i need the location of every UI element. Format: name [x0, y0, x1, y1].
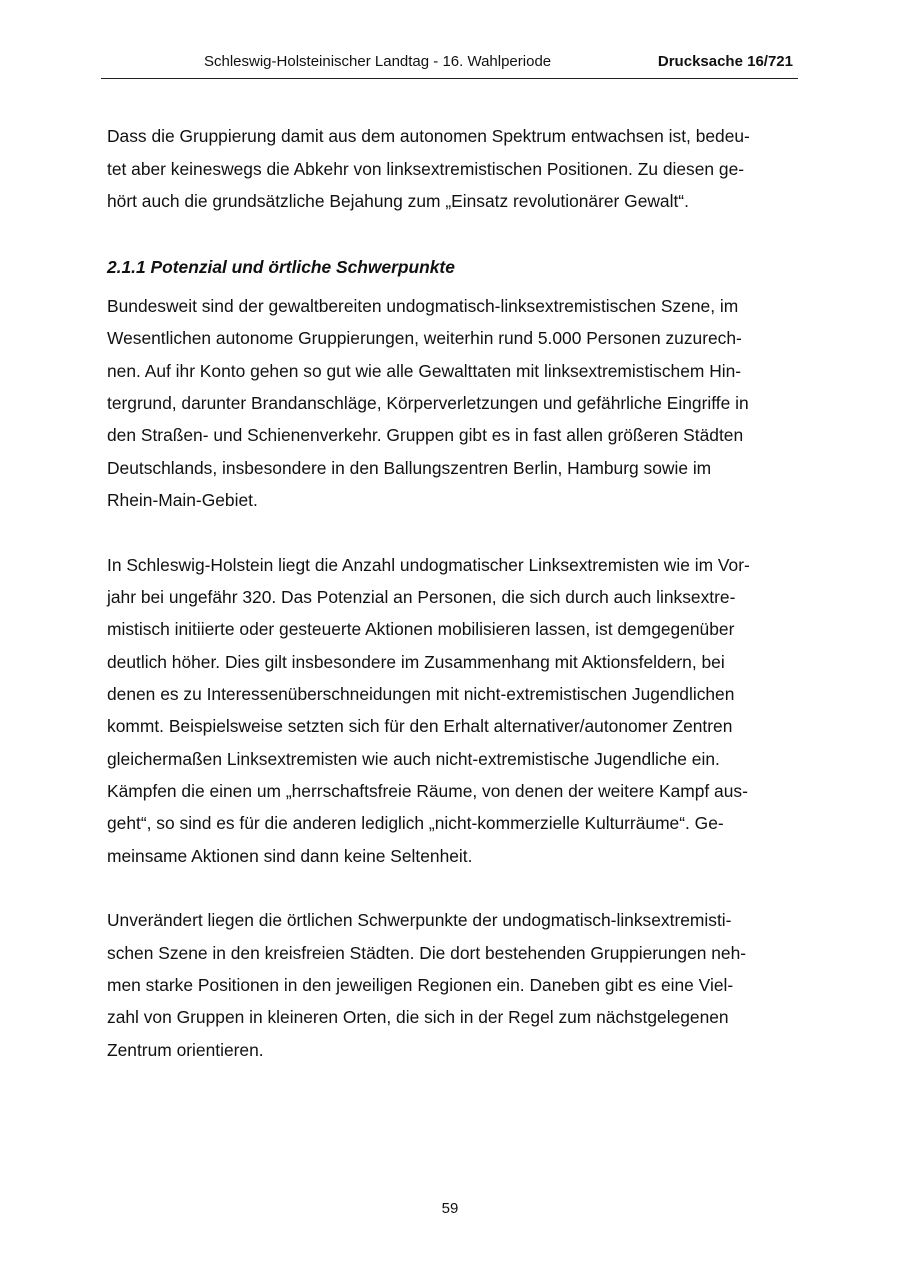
- text-line: schen Szene in den kreisfreien Städten. Die dort bestehenden Gruppierungen neh-: [107, 943, 747, 963]
- page-number: 59: [441, 1200, 459, 1217]
- text-line: Zentrum orientieren.: [107, 1040, 264, 1060]
- text-line: deutlich höher. Dies gilt insbesondere im Zusammenhang mit Aktionsfeldern, bei: [107, 652, 725, 672]
- text-line: Bundesweit sind der gewaltbereiten undogmatisch-linksextremistischen Szene, im: [107, 296, 739, 316]
- text-line: hört auch die grundsätzliche Bejahung zum „Einsatz revolutionärer Gewalt“.: [107, 191, 689, 211]
- text-line: tet aber keineswegs die Abkehr von linksextremistischen Positionen. Zu diesen ge-: [107, 159, 745, 179]
- text-line: kommt. Beispielsweise setzten sich für den Erhalt alternativer/autonomer Zentren: [107, 716, 733, 736]
- text-line: Unverändert liegen die örtlichen Schwerpunkte der undogmatisch-linksextremisti-: [107, 910, 732, 930]
- text-line: Kämpfen die einen um „herrschaftsfreie Räume, von denen der weitere Kampf aus-: [107, 781, 748, 801]
- text-line: den Straßen- und Schienenverkehr. Gruppen gibt es in fast allen größeren Städten: [107, 425, 744, 445]
- text-line: nen. Auf ihr Konto gehen so gut wie alle Gewalttaten mit linksextremistischem Hin-: [107, 361, 742, 381]
- text-line: geht“, so sind es für die anderen lediglich „nicht-kommerzielle Kulturräume“. Ge-: [107, 813, 724, 833]
- text-line: Deutschlands, insbesondere in den Ballungszentren Berlin, Hamburg sowie im: [107, 458, 712, 478]
- text-line: denen es zu Interessenüberschneidungen mit nicht-extremistischen Jugendlichen: [107, 684, 735, 704]
- section-heading: 2.1.1 Potenzial und örtliche Schwerpunkte: [107, 257, 455, 277]
- text-line: Wesentlichen autonome Gruppierungen, weiterhin rund 5.000 Personen zuzurech-: [107, 328, 742, 348]
- text-line: meinsame Aktionen sind dann keine Seltenheit.: [107, 846, 473, 866]
- text-line: mistisch initiierte oder gesteuerte Aktionen mobilisieren lassen, ist demgegenüber: [107, 619, 735, 639]
- text-line: In Schleswig-Holstein liegt die Anzahl undogmatischer Linksextremisten wie im Vor-: [107, 555, 750, 575]
- text-line: men starke Positionen in den jeweiligen Regionen ein. Daneben gibt es eine Viel-: [107, 975, 734, 995]
- text-line: jahr bei ungefähr 320. Das Potenzial an Personen, die sich durch auch linksextre-: [107, 587, 736, 607]
- text-line: tergrund, darunter Brandanschläge, Körperverletzungen und gefährliche Eingriffe in: [107, 393, 749, 413]
- text-line: gleichermaßen Linksextremisten wie auch nicht-extremistische Jugendliche ein.: [107, 749, 720, 769]
- text-line: Rhein-Main-Gebiet.: [107, 490, 258, 510]
- text-line: zahl von Gruppen in kleineren Orten, die sich in der Regel zum nächstgelegenen: [107, 1007, 729, 1027]
- document-number: Drucksache 16/721: [657, 53, 793, 70]
- header-title: Schleswig-Holsteinischer Landtag - 16. Wahlperiode: [204, 53, 552, 70]
- text-line: Dass die Gruppierung damit aus dem autonomen Spektrum entwachsen ist, bedeu-: [107, 126, 750, 146]
- page-header: [101, 50, 798, 79]
